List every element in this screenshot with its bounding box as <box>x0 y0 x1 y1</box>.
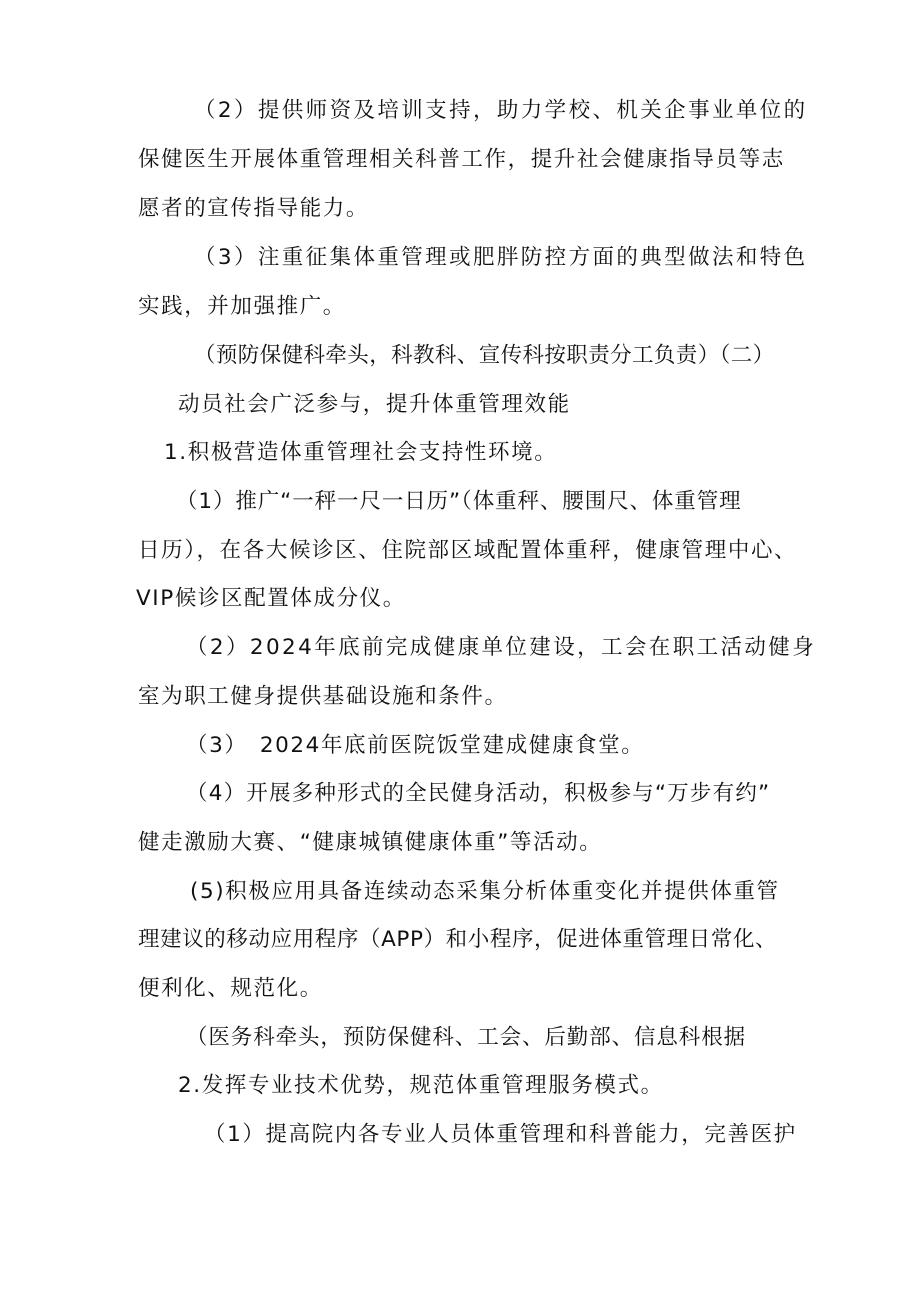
paragraph-line: 日历），在各大候诊区、住院部区域配置体重秤，健康管理中心、 <box>138 538 798 563</box>
paragraph-line: （1）提高院内各专业人员体重管理和科普能力，完善医护 <box>204 1122 797 1147</box>
paragraph-line: （2）提供师资及培训支持，助力学校、机关企事业单位的 <box>194 98 808 123</box>
paragraph-line: （4）开展多种形式的全民健身活动，积极参与“万步有约” <box>186 781 771 806</box>
paragraph-line: （医务科牵头，预防保健科、工会、后勤部、信息科根据 <box>186 1025 747 1050</box>
paragraph-line: （2）2024年底前完成健康单位建设，工会在职工活动健身 <box>186 635 817 660</box>
paragraph-line: VIP候诊区配置体成分仪。 <box>136 586 406 611</box>
paragraph-line: 健走激励大赛、“健康城镇健康体重”等活动。 <box>138 830 603 855</box>
paragraph-line: 愿者的宣传指导能力。 <box>138 196 370 221</box>
paragraph-line: 实践，并加强推广。 <box>138 294 346 319</box>
paragraph-line: （1）推广“一秤一尺一日历”（体重秤、腰围尺、体重管理 <box>176 489 742 514</box>
subsection-heading: 2.发挥专业技术优势，规范体重管理服务模式。 <box>178 1073 664 1098</box>
section-heading: 动员社会广泛参与，提升体重管理效能 <box>178 392 571 417</box>
paragraph-line: 理建议的移动应用程序（APP）和小程序，促进体重管理日常化、 <box>138 927 778 952</box>
paragraph-line: （预防保健科牵头，科教科、宣传科按职责分工负责）（二） <box>194 343 775 368</box>
paragraph-line: 便利化、规范化。 <box>138 976 323 1001</box>
paragraph-line: 室为职工健身提供基础设施和条件。 <box>138 684 508 709</box>
paragraph-line: （3）注重征集体重管理或肥胖防控方面的典型做法和特色 <box>194 245 808 270</box>
paragraph-line: 保健医生开展体重管理相关科普工作，提升社会健康指导员等志 <box>138 147 785 172</box>
paragraph-line: (5)积极应用具备连续动态采集分析体重变化并提供体重管 <box>190 879 780 904</box>
paragraph-line: （3） 2024年底前医院饭堂建成健康食堂。 <box>186 733 645 758</box>
subsection-heading: 1.积极营造体重管理社会支持性环境。 <box>164 440 558 465</box>
